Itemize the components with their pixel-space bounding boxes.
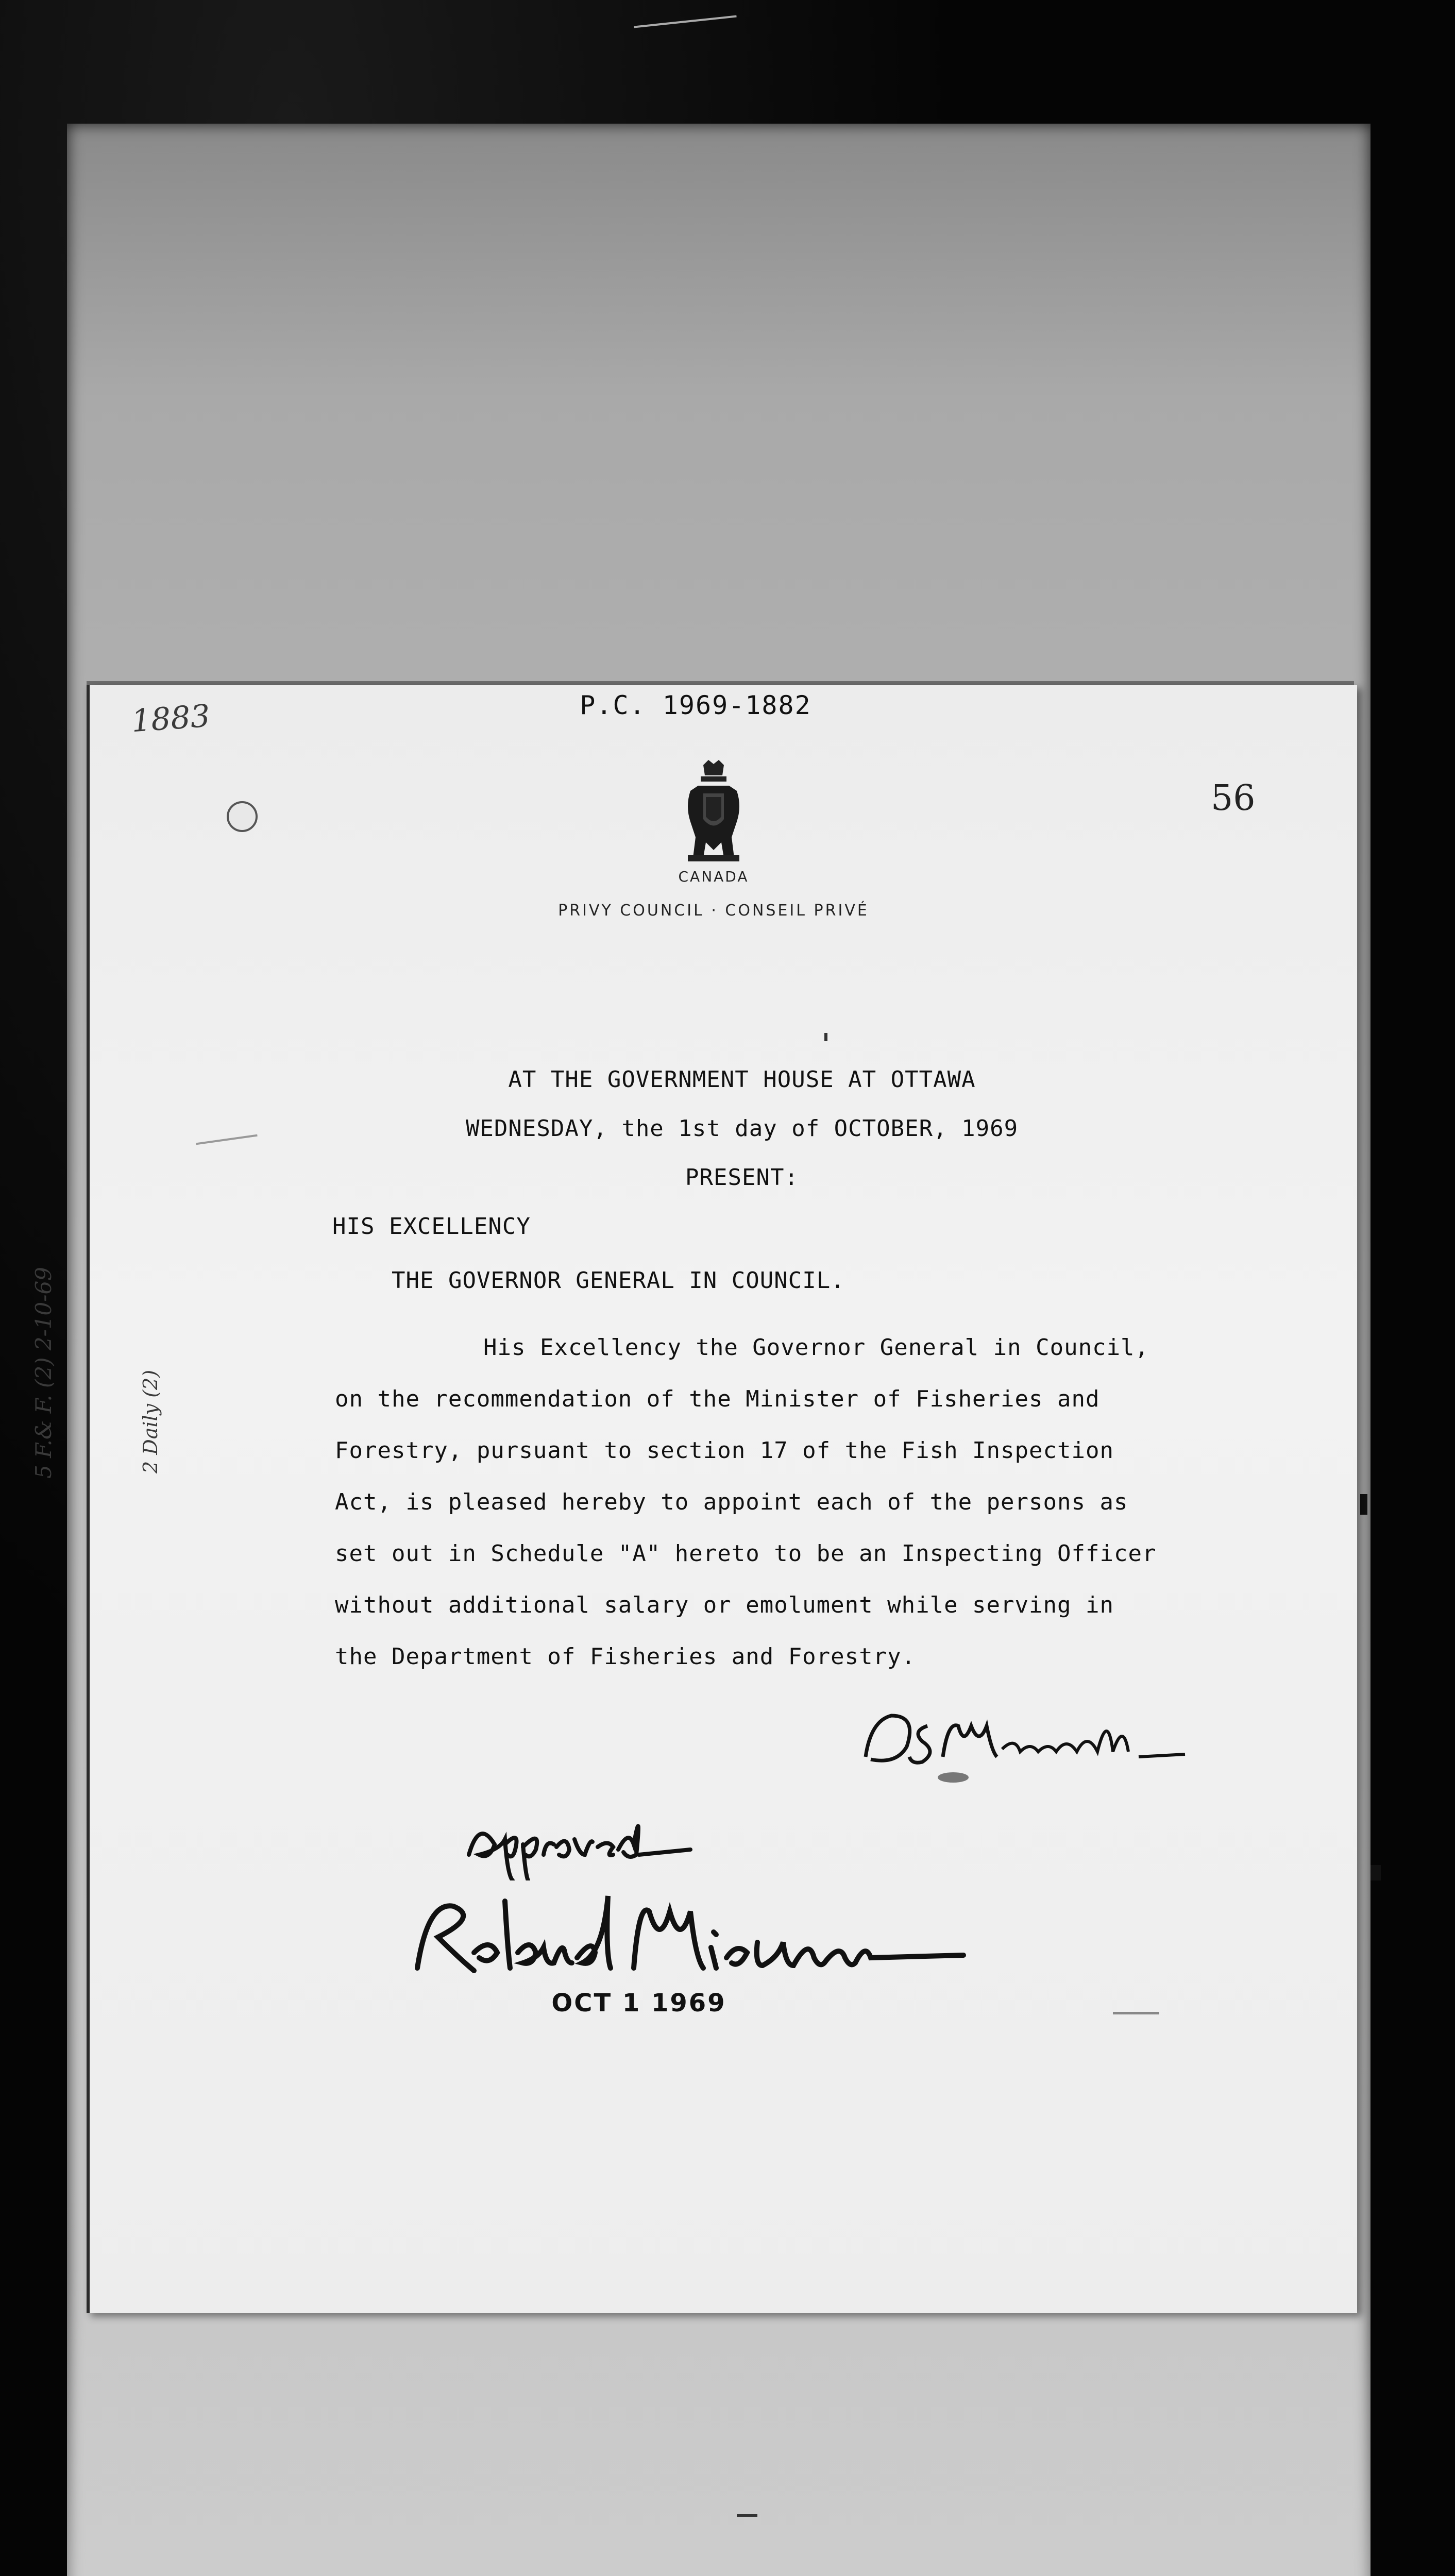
body-line: on the recommendation of the Minister of Fisheries and (335, 1386, 1100, 1412)
pc-number: P.C. 1969-1882 (580, 690, 811, 720)
body-line: set out in Schedule "A" hereto to be an Inspecting Officer (335, 1540, 1157, 1567)
ink-smudge (938, 1772, 969, 1783)
signature-governor (407, 1880, 974, 1994)
body-line: the Department of Fisheries and Forestry. (335, 1643, 916, 1670)
body-line: Act, is pleased hereby to appoint each of the persons as (335, 1489, 1128, 1515)
margin-note-side-2: 2 Daily (2) (139, 1369, 162, 1473)
heading-line-1: AT THE GOVERNMENT HOUSE AT OTTAWA (508, 1066, 976, 1093)
coat-of-arms-icon (680, 760, 747, 863)
backing-mark (737, 2514, 757, 2517)
body-line: without additional salary or emolument while serving in (335, 1592, 1114, 1618)
page-number: 56 (1211, 778, 1256, 819)
body-line: Forestry, pursuant to section 17 of the Fish Inspection (335, 1437, 1114, 1464)
ink-mark (824, 1033, 827, 1041)
margin-note-top: 1883 (130, 698, 211, 740)
letterhead-council: PRIVY COUNCIL · CONSEIL PRIVÉ (558, 902, 869, 920)
ink-mark (1113, 2012, 1159, 2014)
present-line-2: THE GOVERNOR GENERAL IN COUNCIL. (392, 1267, 845, 1294)
punch-hole (227, 801, 258, 832)
present-line-1: HIS EXCELLENCY (332, 1213, 531, 1240)
signature-clerk (860, 1700, 1200, 1772)
heading-line-3: PRESENT: (685, 1164, 799, 1191)
heading-line-2: WEDNESDAY, the 1st day of OCTOBER, 1969 (465, 1115, 1019, 1142)
margin-note-side-1: 5 F.& F. (2) 2-10-69 (31, 1267, 56, 1479)
letterhead-country: CANADA (678, 868, 749, 885)
body-line: His Excellency the Governor General in Council, (483, 1334, 1149, 1361)
approval-handwriting (464, 1798, 701, 1880)
film-mark (1371, 1865, 1381, 1880)
approval-date-stamp: OCT 1 1969 (551, 1989, 726, 2018)
backing-shade (67, 2267, 1371, 2576)
film-mark (1360, 1494, 1367, 1515)
